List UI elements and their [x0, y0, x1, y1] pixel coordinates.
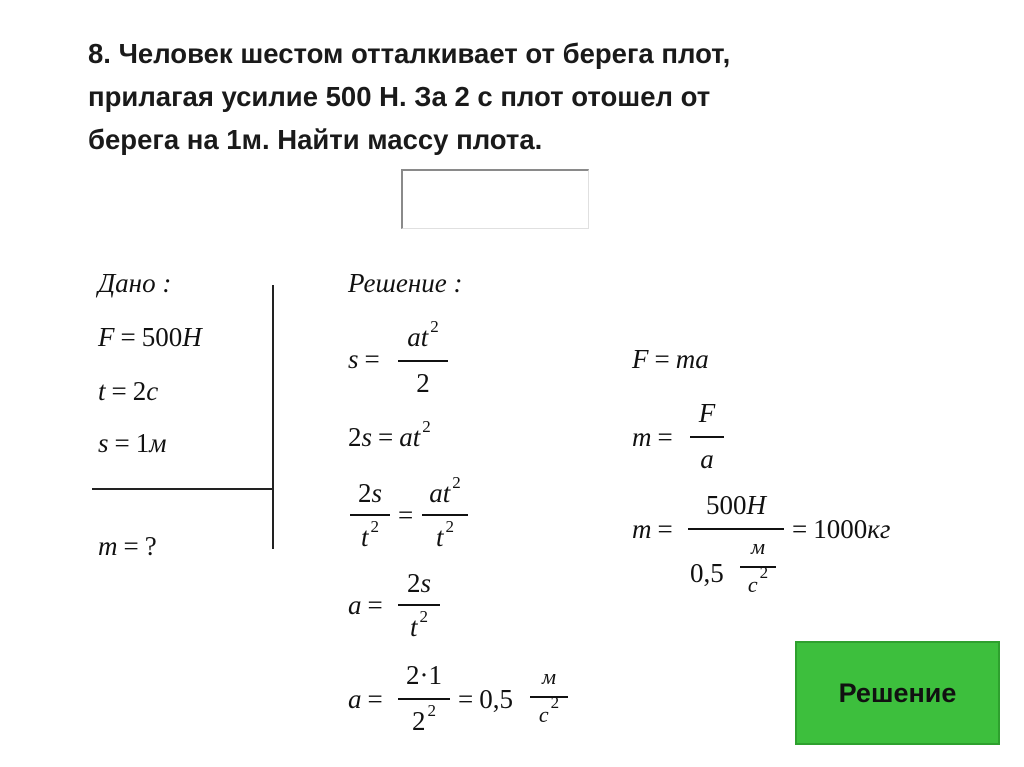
eq5-value: = 0,5: [458, 684, 513, 714]
eq3-right-fraction: at $^2$ t $^2$: [422, 478, 468, 556]
eq5-lhs: a =: [348, 684, 383, 714]
problem-line: 8. Человек шестом отталкивает от берега плот,: [88, 38, 731, 69]
given-time: t = 2с: [98, 376, 159, 406]
mass-eq2-lhs: m =: [632, 422, 673, 452]
eq3-equals: =: [398, 500, 414, 530]
problem-line: прилагая усилие 500 Н. За 2 с плот отошел от: [88, 81, 711, 112]
given-distance: s = 1м: [98, 428, 167, 458]
given-heading: Дано :: [98, 268, 172, 298]
eq4-lhs: a =: [348, 590, 383, 620]
mass-eq3-lhs: m =: [632, 514, 673, 544]
eq5-fraction: 2·1 2 $^2$: [398, 660, 450, 740]
eq5-unit-fraction: м с $^2$: [530, 664, 568, 738]
find-mass: m = ?: [98, 531, 157, 561]
solution-heading: Решение :: [348, 268, 463, 298]
problem-line: берега на 1м. Найти массу плота.: [88, 124, 543, 155]
mass-eq3-fraction: 500H 0,5: [688, 490, 784, 610]
eq2: 2s = at $^2$: [348, 417, 431, 452]
mass-eq2-fraction: F a: [690, 398, 724, 478]
given-force: F = 500H: [98, 322, 202, 352]
eq3-left-fraction: 2s t $^2$: [350, 478, 390, 556]
given-divider-vertical: [272, 285, 274, 549]
problem-statement: [88, 32, 918, 161]
mass-result: = 1000кг: [792, 514, 891, 544]
mass-eq3-unit-fraction: м с $^2$: [740, 534, 776, 608]
eq4-fraction: 2s t $^2$: [398, 568, 440, 646]
given-divider-horizontal: [92, 488, 273, 490]
mass-eq1: F = ma: [632, 344, 709, 374]
solution-button[interactable]: Решение: [795, 641, 1000, 745]
blank-answer-box: [401, 169, 589, 229]
eq1-lhs: s =: [348, 344, 380, 374]
eq1-fraction: at $^2$ 2: [398, 322, 448, 402]
